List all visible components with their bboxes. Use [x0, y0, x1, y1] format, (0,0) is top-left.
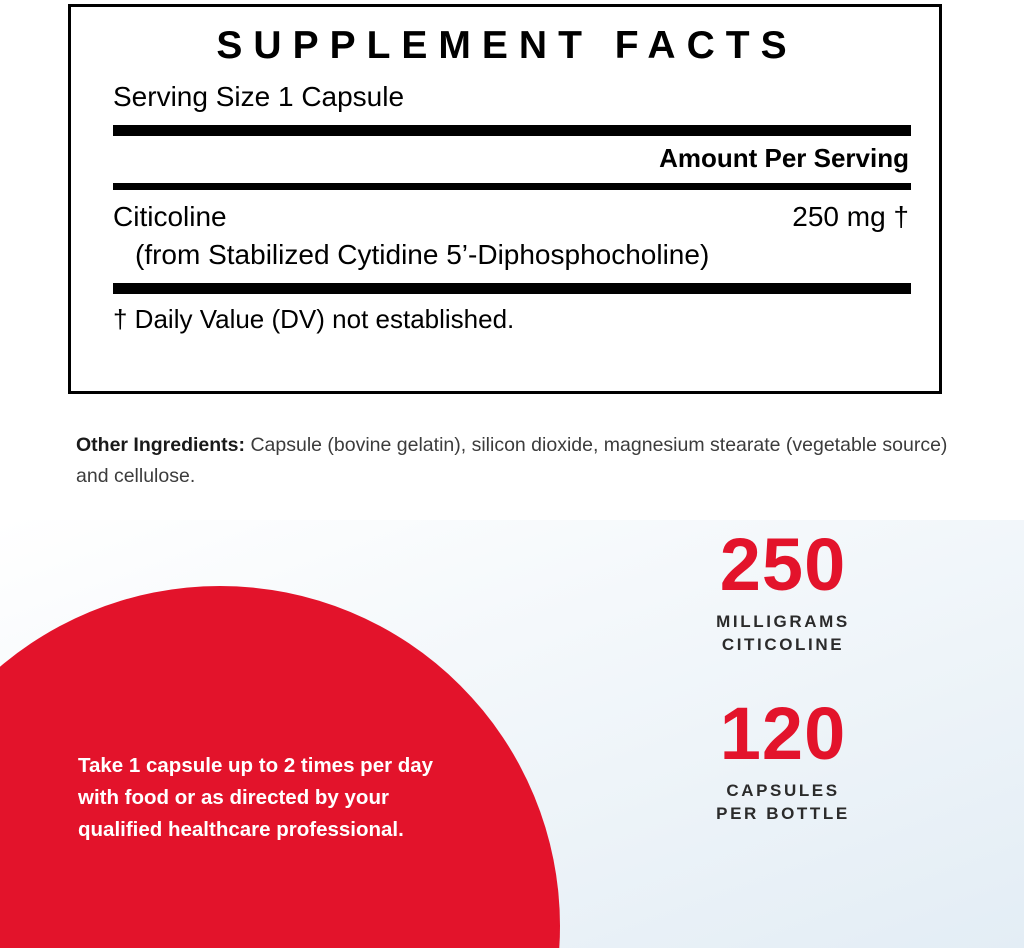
stat-label-capsules-line1: CAPSULES: [726, 781, 840, 801]
stats-group: [598, 523, 968, 826]
supplement-facts-content: [113, 25, 911, 335]
stat-block-milligrams: [598, 523, 968, 657]
nutrient-name: Citicoline: [113, 201, 227, 233]
stat-block-capsules: [598, 692, 968, 826]
other-ingredients-label: Other Ingredients:: [76, 434, 246, 456]
lower-panel: [0, 520, 1024, 948]
stat-number-milligrams: 250: [719, 523, 847, 606]
serving-size-text: Serving Size 1 Capsule: [113, 80, 405, 112]
other-ingredients-text: Capsule (bovine gelatin), silicon dioxide, magnesium stearate (vegetable source) and cellulose.: [76, 434, 948, 488]
stat-label-capsules: [598, 780, 968, 826]
daily-value-note: † Daily Value (DV) not established.: [113, 304, 515, 335]
stat-label-milligrams-line1: MILLIGRAMS: [716, 612, 850, 632]
directions-text: Take 1 capsule up to 2 times per day with food or as directed by your qualified healthcare professional.: [78, 754, 434, 841]
supplement-facts-title: SUPPLEMENT FACTS: [216, 24, 798, 67]
other-ingredients: [76, 430, 966, 492]
nutrient-source: (from Stabilized Cytidine 5’-Diphosphocholine): [135, 239, 710, 271]
divider-thick-bottom: [113, 283, 911, 294]
supplement-facts-panel: [68, 4, 942, 394]
divider-thick-top: [113, 125, 911, 136]
nutrient-amount: 250 mg †: [792, 201, 909, 233]
amount-per-serving-header: Amount Per Serving: [659, 143, 909, 174]
stat-label-milligrams: [598, 611, 968, 657]
stat-label-milligrams-line2: CITICOLINE: [721, 635, 845, 655]
nutrient-row: [113, 201, 911, 233]
stat-number-capsules: 120: [719, 692, 847, 776]
divider-medium: [113, 183, 911, 190]
stat-label-capsules-line2: PER BOTTLE: [716, 804, 850, 824]
